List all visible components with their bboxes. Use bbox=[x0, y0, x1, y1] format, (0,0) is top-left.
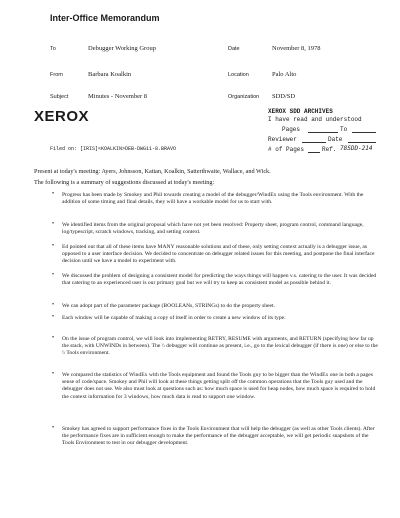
bullet-marker: • bbox=[52, 314, 55, 320]
present-line: Present at today's meeting: Ayers, Johnsson, Kattan, Koalkin, Satterthwaite, Wallace, and Wick. bbox=[34, 168, 271, 175]
xerox-logo: XEROX bbox=[34, 108, 90, 125]
bullet-marker: • bbox=[52, 221, 55, 227]
bullet-item: We can adopt part of the parameter package (BOOLEANs, STRINGs) to do the property sheet. bbox=[62, 303, 275, 309]
bullet-item: Ed pointed out that all of these items have MANY reasonable solutions and of these, only setting context actually is a debugger issue, as opposed to a user interface decision. We decided to concentrate on debugger related issues for this meeting, and postpone the final interface decision until we have a model to experiment with. bbox=[62, 244, 375, 265]
bullet-item: Smokey has agreed to support performance fixes in the Tools Environment that will help the debugger (as well as other Tools clients). After the performance fixes are in sufficient enough to make the performance of the debugger acceptable, we will get periodic snapshots of the Tools Environment to test in our debugger development. bbox=[62, 426, 375, 447]
archive-ref-value: 78SDD-214 bbox=[340, 145, 373, 152]
archive-date-line bbox=[348, 142, 376, 143]
from-value: Barbara Koalkin bbox=[88, 71, 132, 78]
organization-value: SDD/SD bbox=[272, 93, 296, 100]
archive-stamp bbox=[268, 108, 380, 168]
archive-reviewer-label: Reviewer bbox=[268, 136, 297, 143]
to-label: To bbox=[50, 46, 56, 52]
archive-date-label: Date bbox=[328, 136, 343, 143]
bullet-item: We compared the statistics of WindEx with the Tools equipment and found the Tools guy to be bigger than the WindEx one in both a pages sense of code/space. Smokey and Phil will look at these things getting split off the common operations that the Tools guy used and the debugger does not use. We also must look at questions such as: how much space is used for heap nodes, how much space is required to hold the context information for 3 windows, how much data is read to support one window. bbox=[62, 372, 376, 400]
location-value: Palo Alto bbox=[272, 71, 297, 78]
filed-on: Filed on: [IRIS]<KOALKIN>DEB-DWG11-8.BRAVO bbox=[50, 146, 177, 152]
bullet-marker: • bbox=[52, 302, 55, 308]
bullet-item: Progress has been made by Smokey and Phil towards creating a model of the debugger/WindEx using the Tools environment. With the addition of some timing and final details, they will have a workable model for us to start with. bbox=[62, 192, 364, 206]
organization-label: Organization bbox=[228, 94, 260, 100]
to-value: Debugger Working Group bbox=[88, 45, 156, 52]
from-label: From bbox=[50, 72, 63, 78]
date-label: Date bbox=[228, 46, 240, 52]
subject-value: Minutes - November 8 bbox=[88, 93, 148, 100]
archive-ref-label: Ref. bbox=[322, 146, 337, 153]
archive-read-line: I have read and understood bbox=[268, 116, 362, 123]
date-value: November 8, 1978 bbox=[272, 45, 321, 52]
location-label: Location bbox=[228, 72, 249, 78]
archive-reviewer-line bbox=[302, 142, 326, 143]
bullet-item: We discussed the problem of designing a consistent model for predicting the ways things will happen v.s. catering to the user. It was decided that catering to an experienced user is our primary goal but we will try to keep as consistent model as possible behind it. bbox=[62, 273, 377, 287]
archive-title: XEROX SDD ARCHIVES bbox=[268, 108, 333, 115]
archive-to-line bbox=[352, 132, 376, 133]
subject-label: Subject bbox=[50, 94, 69, 100]
archive-pages-label: Pages bbox=[282, 126, 301, 133]
bullet-marker: • bbox=[52, 371, 55, 377]
archive-to-label: To bbox=[340, 126, 348, 133]
summary-line: The following is a summary of suggestions discussed at today's meeting: bbox=[34, 179, 215, 186]
bullet-marker: • bbox=[52, 243, 55, 249]
bullet-marker: • bbox=[52, 191, 55, 197]
archive-pages-line bbox=[308, 132, 338, 133]
bullet-item: We identified items from the original proposal which have not yet been resolved: Property sheet, program control, command language, log/typescript, scratch windows, tracking, and setting context. bbox=[62, 222, 364, 236]
bullet-marker: • bbox=[52, 335, 55, 341]
bullet-item: On the issue of program control, we will look into implementing RETRY, RESUME with arguments, and RETURN (specifying how far up the stack, with UNWINDs in between). The \\ debugger will continue as present, i.e., go to the lexical debugger (if there is one) or else to the \\ Tools environment. bbox=[62, 336, 378, 357]
bullet-item: Each window will be capable of making a copy of itself in order to create a new window of its type. bbox=[62, 315, 286, 321]
archive-num-pages-label: # of Pages bbox=[268, 146, 305, 153]
archive-num-pages-line bbox=[308, 152, 320, 153]
memo-title: Inter-Office Memorandum bbox=[50, 13, 160, 23]
bullet-marker: • bbox=[52, 272, 55, 278]
bullet-marker: • bbox=[52, 425, 55, 431]
